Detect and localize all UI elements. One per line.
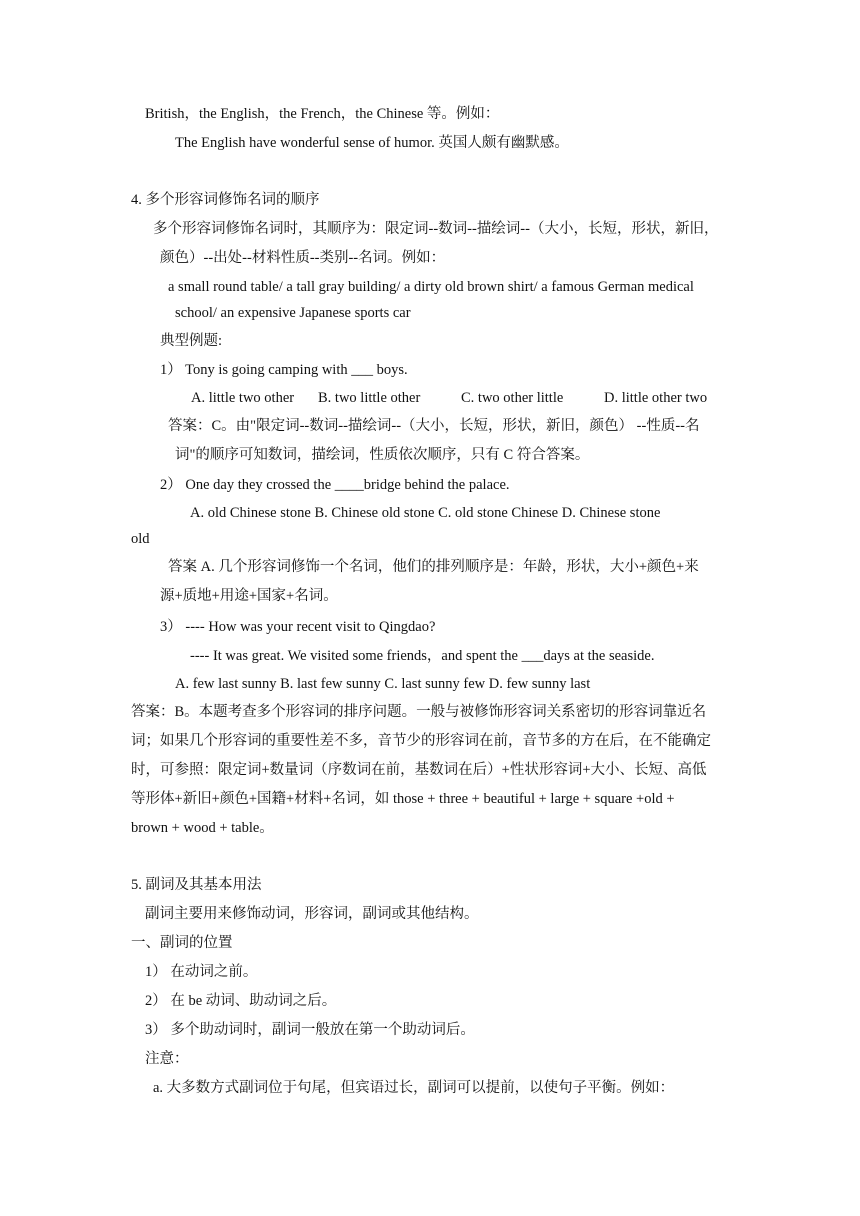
text-line: 颜色）--出处--材料性质--类别--名词。例如： <box>160 250 446 266</box>
answer-text: brown + wood + table。 <box>131 820 274 836</box>
question: 3） ---- How was your recent visit to Qingdao? <box>160 619 436 635</box>
list-item: 1） 在动词之前。 <box>145 964 258 980</box>
question: 1） Tony is going camping with ___ boys. <box>160 362 408 378</box>
answer-text: 等形体+新旧+颜色+国籍+材料+名词，如 those + three + beautiful + large + square +old + <box>131 791 675 807</box>
list-item: 3） 多个助动词时，副词一般放在第一个助动词后。 <box>145 1022 475 1038</box>
section-heading: 5. 副词及其基本用法 <box>131 877 262 893</box>
note-text: a. 大多数方式副词位于句尾，但宾语过长，副词可以提前，以使句子平衡。例如： <box>153 1080 675 1096</box>
subheading: 典型例题: <box>160 333 223 349</box>
answer-text: 答案：C。由"限定词--数词--描绘词--（大小，长短，形状，新旧，颜色） --性质--名 <box>168 418 700 434</box>
text-line: 副词主要用来修饰动词，形容词，副词或其他结构。 <box>145 906 479 922</box>
answer-text: 答案 A. 几个形容词修饰一个名词，他们的排列顺序是：年龄，形状，大小+颜色+来 <box>168 559 699 575</box>
section-heading: 4. 多个形容词修饰名词的顺序 <box>131 192 320 208</box>
example-sentence: school/ an expensive Japanese sports car <box>175 305 411 321</box>
answer-text: 答案：B。本题考查多个形容词的排序问题。一般与被修饰形容词关系密切的形容词靠近名 <box>131 704 707 720</box>
list-item: 2） 在 be 动词、助动词之后。 <box>145 993 337 1009</box>
answer-text: 词；如果几个形容词的重要性差不多，音节少的形容词在前，音节多的方在后，在不能确定 <box>131 733 711 749</box>
answer-text: 词"的顺序可知数词，描绘词，性质依次顺序，只有 C 符合答案。 <box>175 447 590 463</box>
example-sentence: a small round table/ a tall gray building/ a dirty old brown shirt/ a famous German medical <box>168 279 694 295</box>
answer-text: 源+质地+用途+国家+名词。 <box>160 588 338 604</box>
options-line: old <box>131 531 150 547</box>
question: 2） One day they crossed the ____bridge behind the palace. <box>160 477 510 493</box>
answer-text: 时，可参照：限定词+数量词（序数词在前，基数词在后）+性状形容词+大小、长短、高低 <box>131 762 707 778</box>
question: ---- It was great. We visited some friends，and spent the ___days at the seaside. <box>190 648 655 664</box>
subheading: 一、副词的位置 <box>131 935 233 951</box>
text-line: 多个形容词修饰名词时，其顺序为：限定词--数词--描绘词--（大小，长短，形状，新旧， <box>153 221 719 237</box>
option-a: A. little two other <box>191 390 295 406</box>
option-d: D. little other two <box>604 390 708 406</box>
options-line: A. few last sunny B. last few sunny C. last sunny few D. few sunny last <box>175 676 591 692</box>
text-line: British，the English，the French，the Chinese 等。例如： <box>145 106 500 122</box>
options-line: A. old Chinese stone B. Chinese old stone C. old stone Chinese D. Chinese stone <box>190 505 661 521</box>
option-c: C. two other little <box>461 390 564 406</box>
note-label: 注意： <box>145 1051 189 1067</box>
option-b: B. two little other <box>318 390 421 406</box>
example-sentence: The English have wonderful sense of humor. 英国人颇有幽默感。 <box>175 135 569 151</box>
